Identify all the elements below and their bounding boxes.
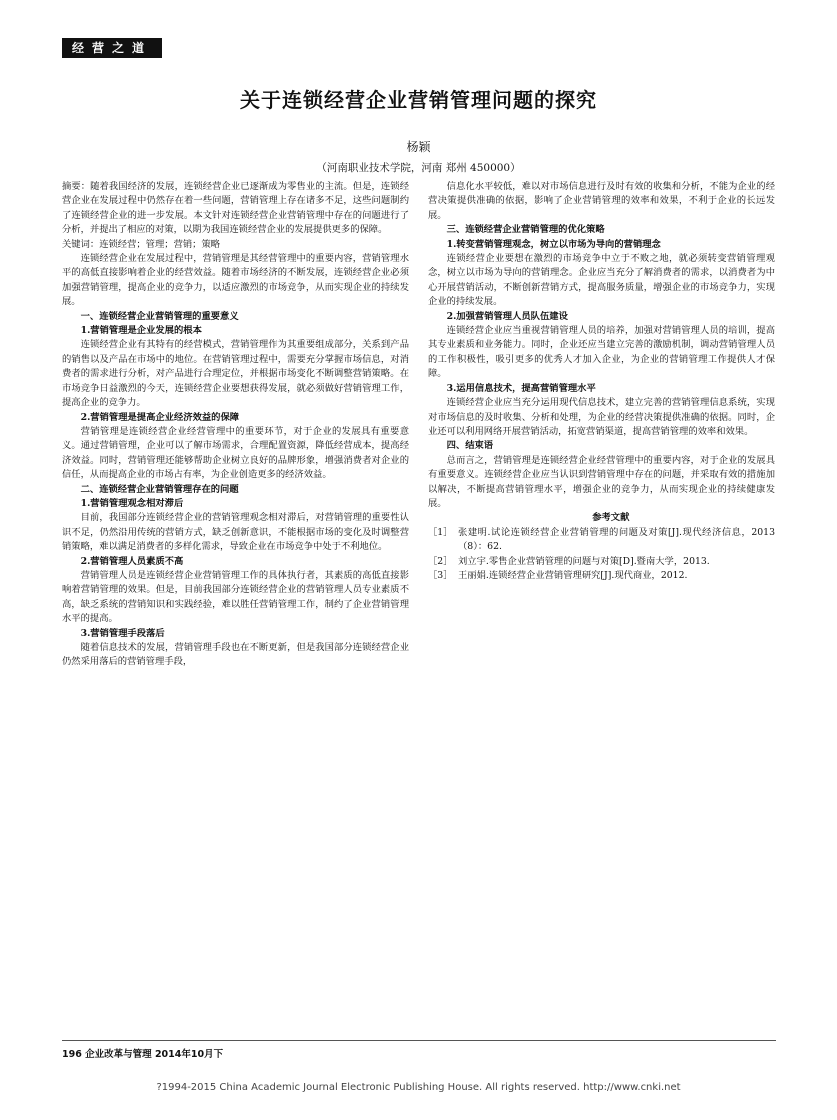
body-paragraph: 连锁经营企业在发展过程中，营销管理是其经营管理中的重要内容，营销管理水平的高低直接影响着企业的经营效益。随着市场经济的不断发展，连锁经营企业必须加强营销管理，提高企业的竞争力，以适应激烈的市场竞争，从而实现企业的持续发展。 [62, 253, 409, 308]
article-title: 关于连锁经营企业营销管理问题的探究 [240, 88, 597, 112]
section-tag: 经营之道 [62, 38, 162, 58]
body-paragraph: 连锁经营企业要想在激烈的市场竞争中立于不败之地，就必须转变营销管理观念，树立以市场为导向的营销理念。企业应当充分了解消费者的需求，以消费者为中心开展营销活动，不断创新营销方式，提高服务质量，增强企业的市场竞争力，实现企业的持续发展。 [428, 253, 775, 308]
section-heading: 四、结束语 [446, 440, 494, 452]
author-name: 杨颖 [406, 140, 431, 154]
subsection-heading: 1.转变营销管理观念，树立以市场为导向的营销理念 [446, 238, 661, 250]
reference-item [428, 569, 775, 583]
keywords: 关键词：连锁经营；管理；营销；策略 [62, 238, 221, 250]
reference-text: 刘立宇.零售企业营销管理的问题与对策[D].暨南大学，2013. [458, 555, 710, 567]
body-paragraph: 目前，我国部分连锁经营企业的营销管理观念相对滞后，对营销管理的重要性认识不足，仍然沿用传统的营销方式，缺乏创新意识，不能根据市场的变化及时调整营销策略，难以满足消费者的多样化需求，导致企业在市场竞争中处于不利地位。 [62, 512, 409, 553]
subsection-heading: 3.营销管理手段落后 [80, 627, 165, 639]
subsection-heading: 2.营销管理人员素质不高 [80, 555, 184, 567]
references-heading: 参考文献 [592, 512, 630, 524]
right-column [428, 180, 775, 583]
body-paragraph: 随着信息技术的发展，营销管理手段也在不断更新，但是我国部分连锁经营企业仍然采用落后的营销管理手段， [62, 642, 409, 668]
body-paragraph: 信息化水平较低，难以对市场信息进行及时有效的收集和分析，不能为企业的经营决策提供准确的依据，影响了企业营销管理的效率和效果，不利于企业的长远发展。 [428, 181, 775, 221]
subsection-heading: 3.运用信息技术，提高营销管理水平 [446, 382, 596, 394]
copyright-line: ?1994-2015 China Academic Journal Electronic Publishing House. All rights reserved. http://www.cnki.net [156, 1082, 681, 1093]
body-paragraph: 总而言之，营销管理是连锁经营企业经营管理中的重要内容，对于企业的发展具有重要意义。连锁经营企业应当认识到营销管理中存在的问题，并采取有效的措施加以解决，不断提高营销管理水平，增强企业的竞争力，从而实现企业的持续健康发展。 [428, 454, 775, 509]
body-paragraph: 营销管理是连锁经营企业经营管理中的重要环节，对于企业的发展具有重要意义。通过营销管理，企业可以了解市场需求，合理配置资源，降低经营成本，提高经济效益。同时，营销管理还能够帮助企业树立良好的品牌形象，增强消费者对企业的信任，从而提高企业的市场占有率，为企业创造更多的经济效益。 [62, 425, 409, 481]
section-heading: 三、连锁经营企业营销管理的优化策略 [446, 224, 605, 236]
reference-text: 张建明.试论连锁经营企业营销管理的问题及对策[J].现代经济信息，2013（8）：62. [458, 526, 775, 553]
body-paragraph: 连锁经营企业有其特有的经营模式，营销管理作为其重要组成部分，关系到产品的销售以及产品在市场中的地位。在营销管理过程中，需要充分掌握市场信息，对消费者的需求进行分析，对产品进行合理定位，并根据市场变化不断调整营销策略。在市场竞争日益激烈的今天，连锁经营企业要想获得发展，就必须做好营销管理工作，提高企业的竞争力。 [62, 339, 409, 409]
subsection-heading: 1.营销管理是企业发展的根本 [80, 325, 202, 337]
reference-number: ［1］ [428, 526, 453, 538]
page-footer: 196 企业改革与管理 2014年10月下 [62, 1049, 224, 1060]
subsection-heading: 2.加强营销管理人员队伍建设 [446, 310, 568, 322]
section-heading: 二、连锁经营企业营销管理存在的问题 [80, 483, 239, 495]
body-paragraph: 连锁经营企业应当重视营销管理人员的培养，加强对营销管理人员的培训，提高其专业素质和业务能力。同时，企业还应当建立完善的激励机制，调动营销管理人员的工作积极性，吸引更多的优秀人才加入企业，为企业的营销管理工作提供人才保障。 [428, 325, 775, 380]
reference-item [428, 555, 775, 569]
body-paragraph: 连锁经营企业应当充分运用现代信息技术，建立完善的营销管理信息系统，实现对市场信息的及时收集、分析和处理，为企业的经营决策提供准确的依据。同时，企业还可以利用网络开展营销活动，拓宽营销渠道，提高营销管理的效率和效果。 [428, 397, 775, 437]
footer-rule [62, 1040, 776, 1041]
body-paragraph: 营销管理人员是连锁经营企业营销管理工作的具体执行者，其素质的高低直接影响着营销管理的效果。但是，目前我国部分连锁经营企业的营销管理人员专业素质不高，缺乏系统的营销知识和实践经验，难以胜任营销管理工作，制约了企业营销管理水平的提高。 [62, 569, 409, 625]
author-affiliation: （河南职业技术学院，河南 郑州 450000） [316, 162, 521, 174]
subsection-heading: 2.营销管理是提高企业经济效益的保障 [80, 411, 240, 423]
reference-text: 王丽娟.连锁经营企业营销管理研究[J].现代商业，2012. [458, 569, 688, 581]
reference-number: ［2］ [428, 555, 453, 567]
abstract: 摘要：随着我国经济的发展，连锁经营企业已逐渐成为零售业的主流。但是，连锁经营企业在发展过程中仍然存在着一些问题，营销管理上存在诸多不足，这些问题制约了连锁经营企业的进一步发展。本文针对连锁经营企业营销管理中存在的问题进行了分析，并提出了相应的对策，以期为我国连锁经营企业的发展提供更多的保障。 [62, 181, 409, 236]
reference-number: ［3］ [428, 569, 453, 581]
section-heading: 一、连锁经营企业营销管理的重要意义 [80, 310, 239, 322]
reference-item [428, 526, 775, 555]
subsection-heading: 1.营销管理观念相对滞后 [80, 497, 184, 509]
left-column [62, 180, 409, 670]
